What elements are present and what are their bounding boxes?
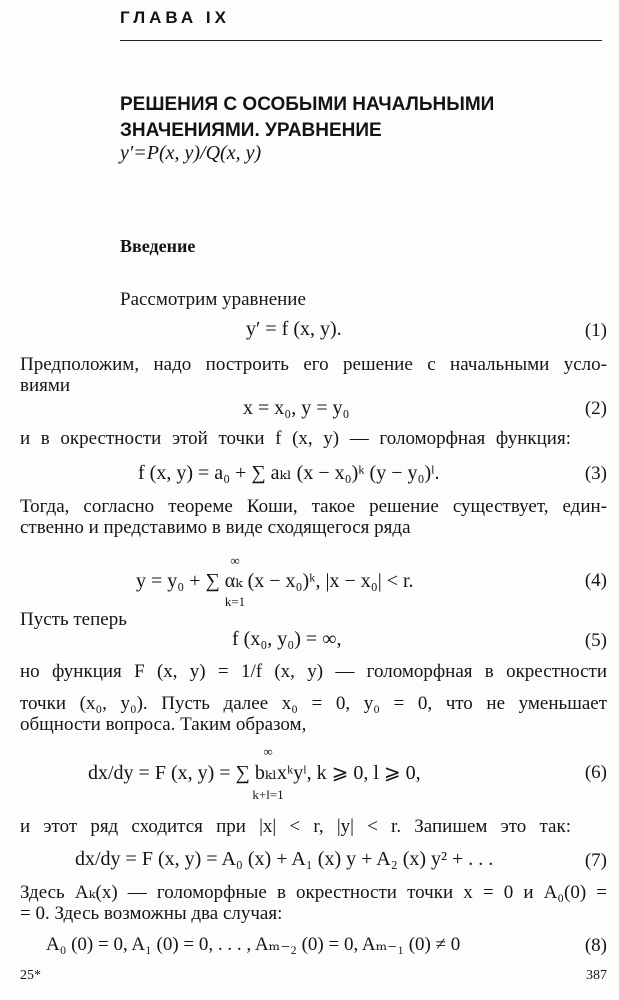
chapter-title-line2: ЗНАЧЕНИЯМИ. УРАВНЕНИЕ	[120, 120, 382, 141]
equation-number-8: (8)	[584, 935, 607, 956]
equation-1: y′ = f (x, y).	[246, 318, 342, 340]
chapter-title	[120, 92, 494, 144]
header-rule	[120, 40, 602, 41]
equation-6-lower-limit: k+l=1	[252, 787, 284, 802]
paragraph-8-line2: = 0. Здесь возможны два случая:	[20, 903, 283, 924]
paragraph-4-line1: Тогда, согласно теореме Коши, такое решение существует, един-	[20, 496, 607, 517]
equation-number-2: (2)	[584, 398, 607, 419]
chapter-title-equation: y′=P(x, y)/Q(x, y)	[120, 142, 262, 164]
equation-number-3: (3)	[584, 463, 607, 484]
equation-4-upper-limit: ∞	[230, 553, 240, 568]
paragraph-4-line2: ственно и представимо в виде сходящегося ряда	[20, 517, 411, 538]
paragraph-6-line3: общности вопроса. Таким образом,	[20, 714, 307, 735]
equation-number-6: (6)	[584, 762, 607, 783]
equation-7: dx/dy = F (x, y) = A₀ (x) + A₁ (x) y + A₂ (x) y² + . . .	[75, 848, 494, 870]
equation-3: f (x, y) = a₀ + ∑ aₖₗ (x − x₀)ᵏ (y − y₀)ˡ.	[138, 462, 440, 484]
page-number: 387	[586, 968, 607, 983]
paragraph-6-line1: но функция F (x, y) = 1/f (x, y) — голоморфная в окрестности	[20, 661, 607, 682]
paragraph-2-line1: Предположим, надо построить его решение с начальными усло-	[20, 354, 607, 375]
paragraph-5: Пусть теперь	[20, 609, 127, 630]
equation-6: dx/dy = F (x, y) = ∑ bₖₗxᵏyˡ, k ⩾ 0, l ⩾ 0,	[88, 762, 421, 784]
paragraph-7: и этот ряд сходится при |x| < r, |y| < r. Запишем это так:	[20, 816, 571, 837]
equation-5: f (x₀, y₀) = ∞,	[232, 628, 342, 650]
paragraph-1: Рассмотрим уравнение	[120, 289, 306, 310]
chapter-title-line1: РЕШЕНИЯ С ОСОБЫМИ НАЧАЛЬНЫМИ	[120, 94, 495, 115]
paragraph-6-line2: точки (x₀, y₀). Пусть далее x₀ = 0, y₀ = 0, что не уменьшает	[20, 693, 607, 714]
equation-8: A₀ (0) = 0, A₁ (0) = 0, . . . , Aₘ₋₂ (0) = 0, Aₘ₋₁ (0) ≠ 0	[46, 934, 461, 955]
equation-number-1: (1)	[584, 320, 607, 341]
paragraph-8-line1: Здесь Aₖ(x) — голоморфные в окрестности точки x = 0 и A₀(0) =	[20, 882, 607, 903]
paragraph-2-line2: виями	[20, 375, 71, 396]
equation-4: y = y₀ + ∑ αₖ (x − x₀)ᵏ, |x − x₀| < r.	[136, 570, 414, 592]
paragraph-3: и в окрестности этой точки f (x, y) — голоморфная функция:	[20, 428, 571, 449]
signature-mark: 25*	[20, 968, 41, 983]
equation-2: x = x₀, y = y₀	[243, 397, 350, 419]
chapter-heading: ГЛАВА IX	[120, 8, 230, 27]
equation-4-lower-limit: k=1	[224, 594, 246, 609]
section-heading: Введение	[120, 236, 196, 256]
equation-number-5: (5)	[584, 630, 607, 651]
equation-number-7: (7)	[584, 850, 607, 871]
equation-6-upper-limit: ∞	[263, 744, 273, 759]
equation-number-4: (4)	[584, 570, 607, 591]
